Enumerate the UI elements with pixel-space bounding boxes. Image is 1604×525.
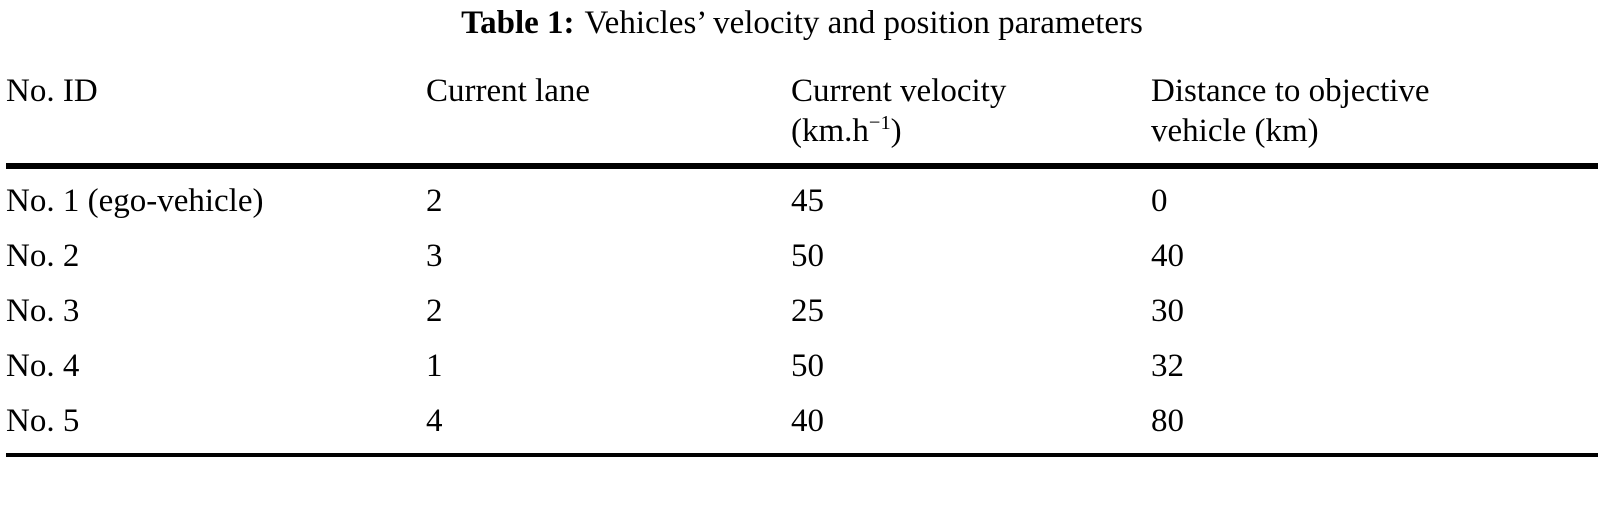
header-distance-line2: vehicle (km) (1151, 112, 1319, 149)
header-cell-id: No. ID (6, 72, 98, 109)
cell-id: No. 4 (6, 347, 80, 384)
cell-lane: 4 (426, 402, 443, 439)
vehicle-parameters-table (6, 58, 1598, 457)
table-caption-text: Vehicles’ velocity and position parameters (584, 5, 1143, 41)
cell-lane: 2 (426, 183, 443, 220)
table-row (6, 169, 1598, 229)
table-bottom-rule (6, 455, 1598, 457)
table-row (6, 339, 1598, 394)
table-caption-label: Table 1: (461, 5, 575, 41)
header-velocity-unit-suffix: ) (890, 112, 902, 149)
header-velocity-line1: Current velocity (791, 72, 1007, 109)
table-row (6, 394, 1598, 455)
cell-id: No. 5 (6, 402, 80, 439)
header-cell-velocity (791, 58, 1151, 166)
cell-distance: 0 (1151, 183, 1168, 220)
cell-velocity: 25 (791, 292, 824, 329)
cell-id: No. 2 (6, 238, 80, 275)
table-header-row (6, 58, 1598, 166)
cell-id: No. 3 (6, 292, 80, 329)
table-row (6, 284, 1598, 339)
header-velocity-unit-prefix: (km.h (791, 112, 869, 149)
header-velocity-unit-exponent: −1 (868, 111, 891, 134)
cell-lane: 1 (426, 347, 443, 384)
table-caption (6, 0, 1598, 58)
cell-distance: 30 (1151, 292, 1184, 329)
cell-velocity: 50 (791, 238, 824, 275)
cell-lane: 3 (426, 238, 443, 275)
header-cell-distance (1151, 58, 1598, 166)
cell-lane: 2 (426, 292, 443, 329)
header-cell-lane: Current lane (426, 72, 591, 109)
cell-distance: 80 (1151, 402, 1184, 439)
cell-id: No. 1 (ego-vehicle) (6, 183, 264, 220)
table-body (6, 169, 1598, 455)
header-distance-line1: Distance to objective (1151, 72, 1430, 109)
cell-velocity: 50 (791, 347, 824, 384)
cell-velocity: 45 (791, 183, 824, 220)
rule-line (6, 455, 1598, 457)
table-row (6, 229, 1598, 284)
cell-distance: 40 (1151, 238, 1184, 275)
cell-distance: 32 (1151, 347, 1184, 384)
table-header (6, 58, 1598, 166)
cell-velocity: 40 (791, 402, 824, 439)
